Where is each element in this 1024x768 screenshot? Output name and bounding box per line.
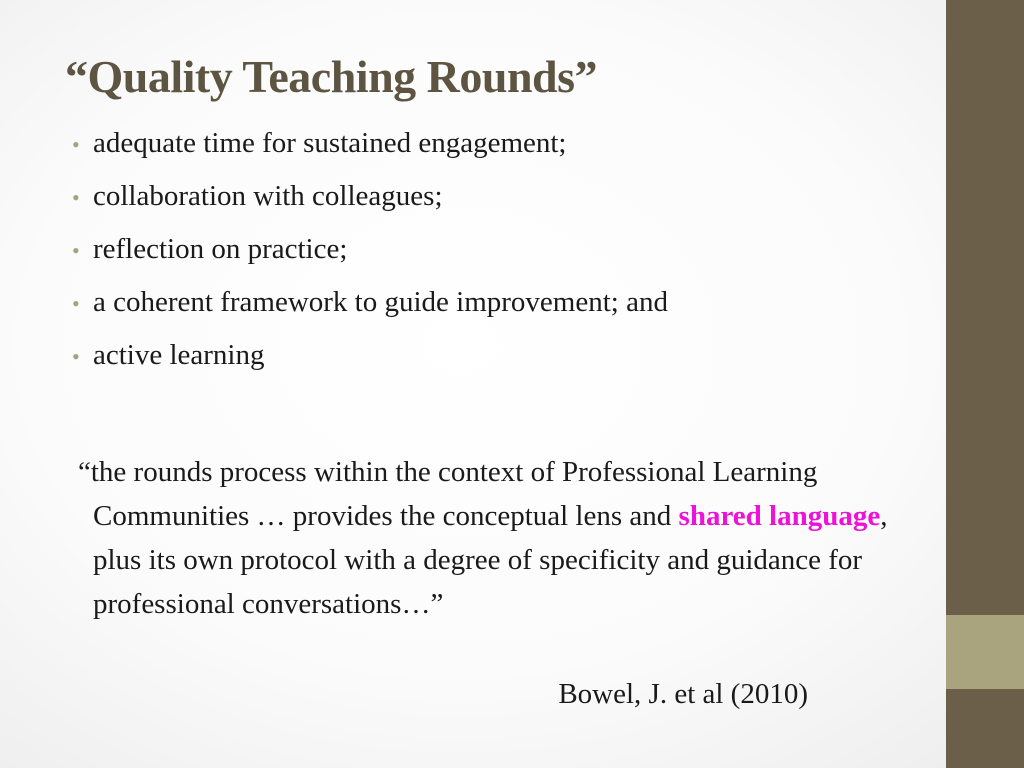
side-decorative-accent bbox=[946, 615, 1024, 689]
bullet-dot-icon: • bbox=[72, 291, 80, 316]
bullet-text: reflection on practice; bbox=[93, 233, 348, 265]
quote-text-before: “the rounds process within the context of Professional Learning Communities … provides the conceptual lens and bbox=[78, 456, 818, 532]
bullet-list bbox=[72, 127, 668, 392]
quote-paragraph bbox=[78, 450, 903, 626]
bullet-text: a coherent framework to guide improvement; and bbox=[93, 286, 668, 318]
bullet-item bbox=[72, 286, 668, 339]
bullet-dot-icon: • bbox=[72, 132, 80, 157]
bullet-text: collaboration with colleagues; bbox=[93, 180, 443, 212]
bullet-item bbox=[72, 339, 668, 392]
quote-highlight: shared language bbox=[678, 500, 881, 532]
bullet-text: active learning bbox=[93, 339, 265, 371]
bullet-item bbox=[72, 127, 668, 180]
bullet-item bbox=[72, 233, 668, 286]
slide-title: “Quality Teaching Rounds” bbox=[65, 51, 598, 102]
citation: Bowel, J. et al (2010) bbox=[558, 678, 808, 710]
bullet-text: adequate time for sustained engagement; bbox=[93, 127, 567, 159]
quote-text-after: , plus its own protocol with a degree of specificity and guidance for professional conversations…” bbox=[93, 500, 888, 620]
bullet-dot-icon: • bbox=[72, 185, 80, 210]
bullet-dot-icon: • bbox=[72, 344, 80, 369]
bullet-item bbox=[72, 180, 668, 233]
bullet-dot-icon: • bbox=[72, 238, 80, 263]
